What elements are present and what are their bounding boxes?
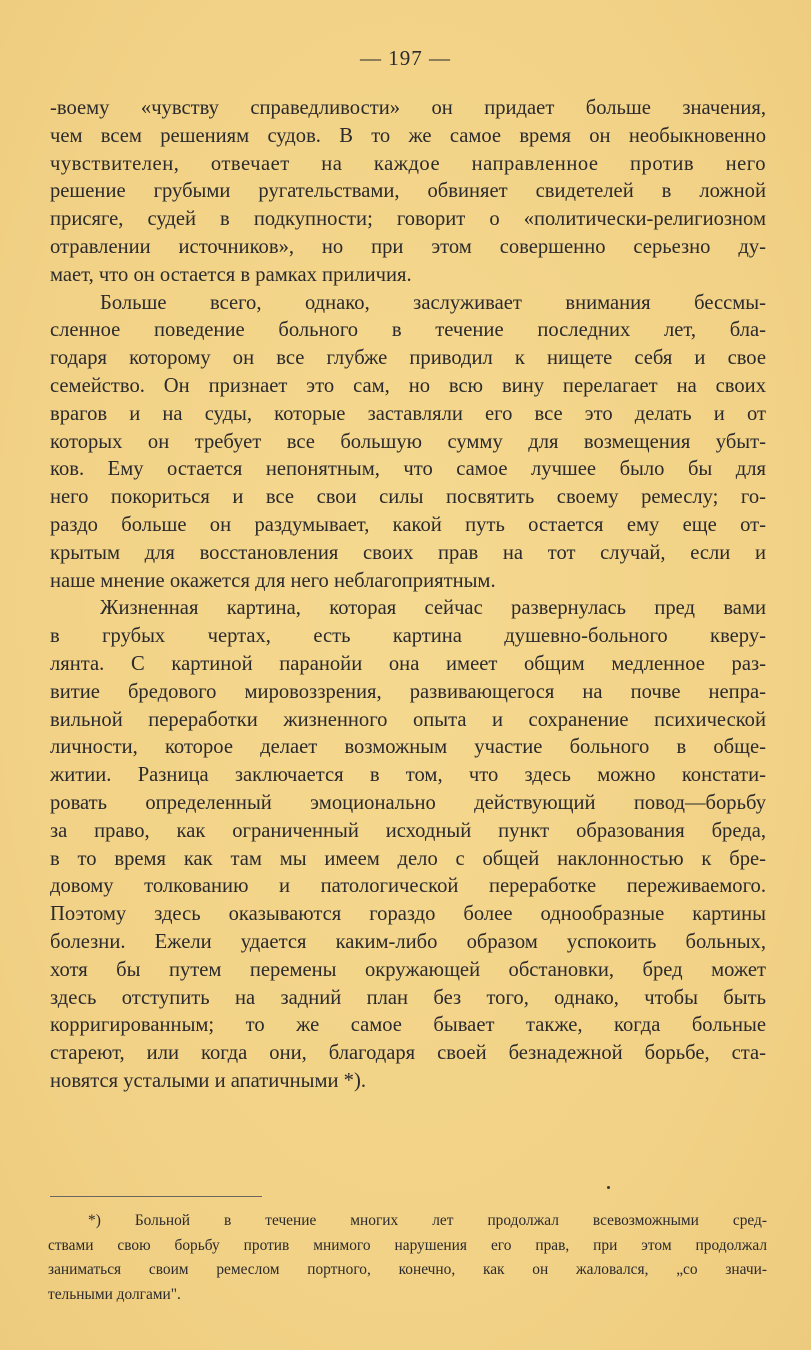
- text-line: отравлении источников», но при этом совершенно серьезно ду-: [50, 235, 766, 258]
- text-line: в то время как там мы имеем дело с общей наклонностью к бре-: [50, 847, 766, 870]
- text-line: болезни. Ежели удается каким-либо образом успокоить больных,: [50, 930, 766, 953]
- text-line: витие бредового мировоззрения, развивающегося на почве непра-: [50, 680, 766, 703]
- text-line: здесь отступить на задний план без того, однако, чтобы быть: [50, 986, 766, 1009]
- text-line: которых он требует все большую сумму для возмещения убыт-: [50, 430, 766, 453]
- footnote-line: заниматься своим ремеслом портного, конечно, как он жаловался, „со значи-: [48, 1261, 767, 1278]
- text-line: присяге, судей в подкупности; говорит о «политически-религиозном: [50, 208, 766, 231]
- text-line: крытым для восстановления своих прав на тот случай, если и: [50, 541, 766, 564]
- text-line: чувствителен, отвечает на каждое направленное против него: [50, 152, 766, 175]
- text-line: наше мнение окажется для него неблагоприятным.: [50, 569, 496, 592]
- footnote-rule: [50, 1196, 262, 1197]
- text-line: лянта. С картиной паранойи она имеет общим медленное раз-: [50, 652, 766, 675]
- text-line: решение грубыми ругательствами, обвиняет свидетелей в ложной: [50, 180, 766, 203]
- footnote-line: ствами свою борьбу против мнимого нарушения его прав, при этом продолжал: [48, 1236, 767, 1254]
- text-line: семейство. Он признает это сам, но всю вину перелагает на своих: [50, 374, 766, 397]
- footnote-line: *) Больной в течение многих лет продолжал всевозможными сред-: [88, 1212, 767, 1229]
- page-number: — 197 —: [360, 46, 451, 70]
- text-line: стареют, или когда они, благодаря своей безнадежной борьбе, ста-: [50, 1042, 766, 1065]
- text-line: за право, как ограниченный исходный пункт образования бреда,: [50, 819, 766, 842]
- text-line: врагов и на суды, которые заставляли его все это делать и от: [50, 402, 766, 425]
- text-line: личности, которое делает возможным участие больного в обще-: [50, 736, 766, 759]
- text-line: сленное поведение больного в течение последних лет, бла-: [50, 319, 766, 342]
- footnote: [48, 1209, 767, 1307]
- text-line: корригированным; то же самое бывает также, когда больные: [50, 1014, 766, 1037]
- text-line: раздо больше он раздумывает, какой путь остается ему еще от-: [50, 513, 766, 536]
- text-line: ровать определенный эмоционально действующий повод—борьбу: [50, 791, 766, 814]
- text-line: мает, что он остается в рамках приличия.: [50, 263, 412, 286]
- text-line: ков. Ему остается непонятным, что самое лучшее было бы для: [50, 458, 766, 481]
- text-line: чем всем решениям судов. В то же самое время он необыкновенно: [50, 124, 766, 147]
- body-text: [50, 95, 766, 1096]
- text-line: новятся усталыми и апатичными *).: [50, 1069, 366, 1092]
- text-line: Поэтому здесь оказываются гораздо более однообразные картины: [50, 903, 766, 926]
- paragraph-first-line: Больше всего, однако, заслуживает внимания бессмы-: [100, 291, 766, 314]
- paragraph-first-line: Жизненная картина, которая сейчас развернулась пред вами: [100, 597, 766, 620]
- text-line: годаря которому он все глубже приводил к нищете себя и свое: [50, 347, 766, 370]
- text-line: в грубых чертах, есть картина душевно-больного кверу-: [50, 625, 766, 648]
- footnote-line: тельными долгами".: [48, 1285, 181, 1303]
- print-speck: [607, 1186, 610, 1189]
- text-line: хотя бы путем перемены окружающей обстановки, бред может: [50, 958, 766, 981]
- text-line: житии. Разница заключается в том, что здесь можно констати-: [50, 764, 766, 787]
- text-line: -воему «чувству справедливости» он придает больше значения,: [50, 97, 766, 119]
- text-line: довому толкованию и патологической переработке переживаемого.: [50, 875, 766, 898]
- text-line: вильной переработки жизненного опыта и сохранение психической: [50, 708, 766, 731]
- text-line: него покориться и все свои силы посвятить своему ремеслу; го-: [50, 486, 766, 509]
